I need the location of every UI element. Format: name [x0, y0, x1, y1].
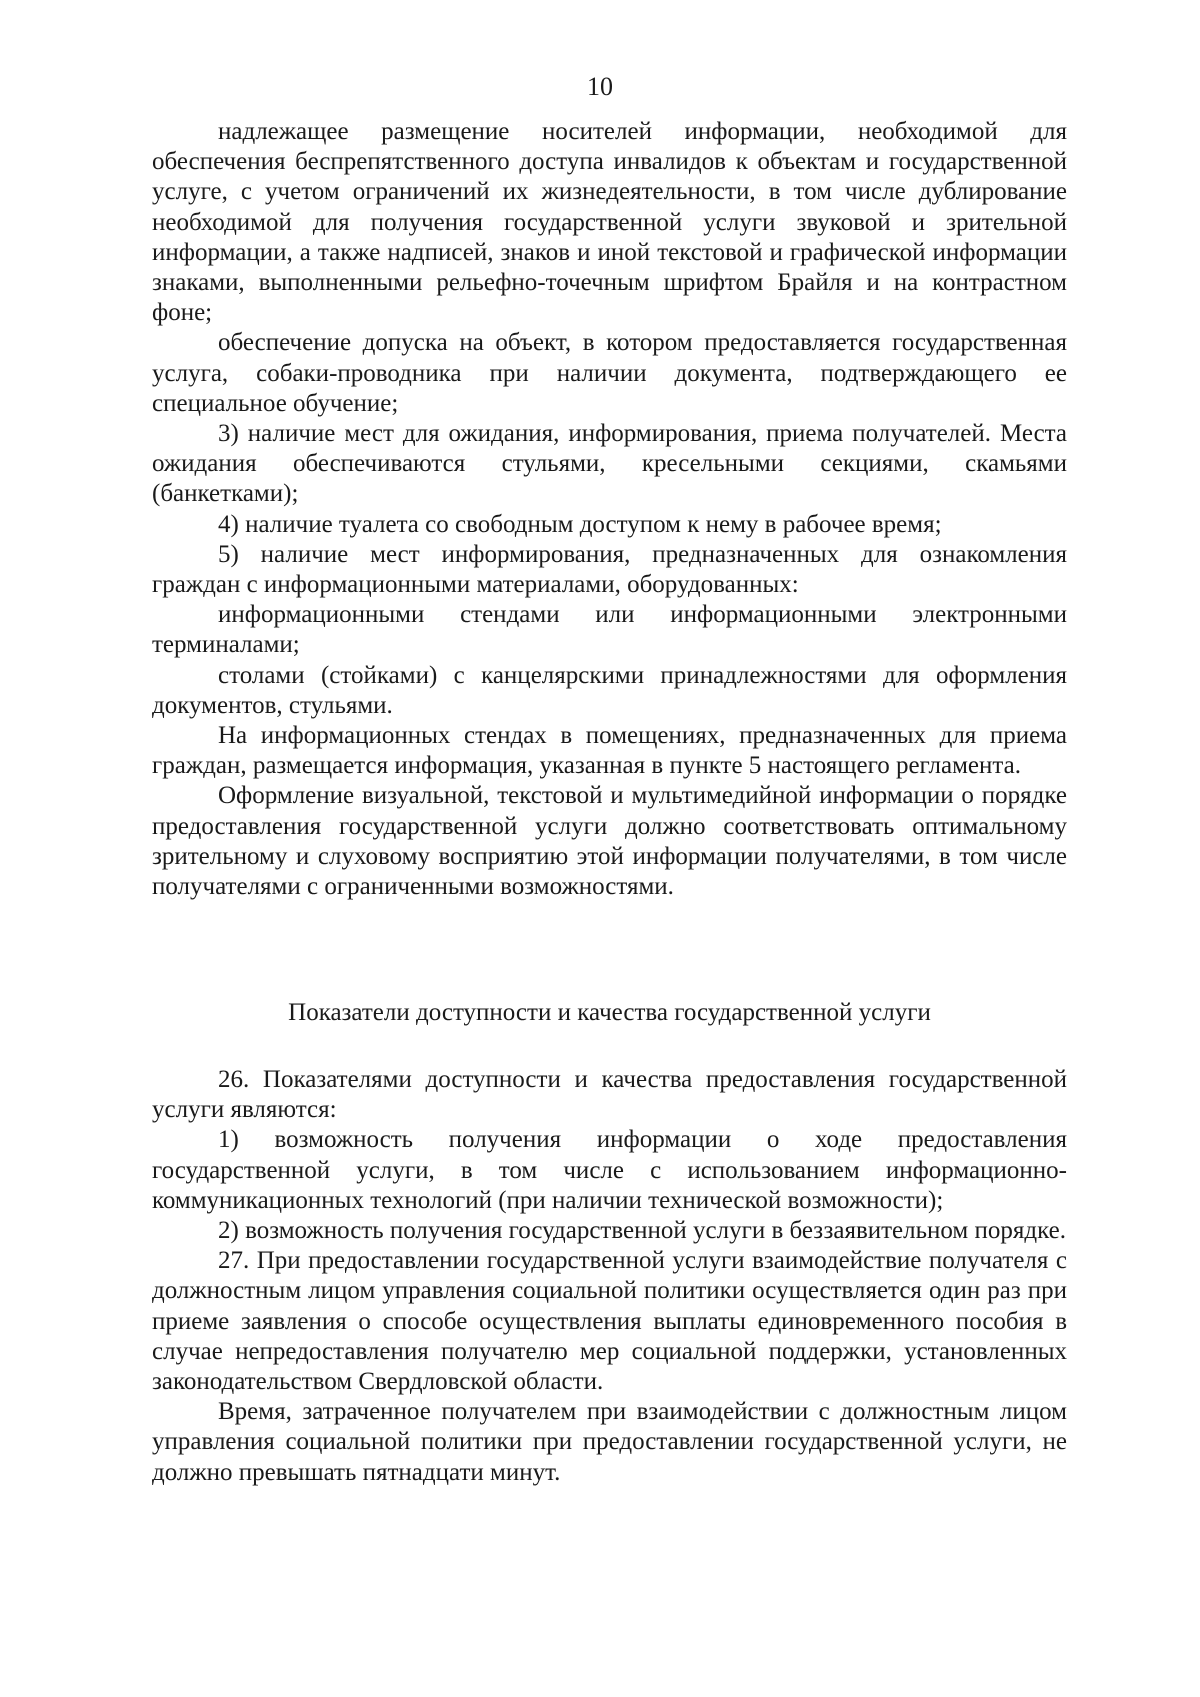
section-heading: Показатели доступности и качества государственной услуги [288, 999, 931, 1026]
paragraph: надлежащее размещение носителей информации, необходимой для обеспечения беспрепятственного доступа инвалидов к объектам и государственной услуге, с учетом ограничений их жизнедеятельности, в том числе дублирование необходимой для получения государственной услуги звуковой и зрительной информации, а также надписей, знаков и иной текстовой и графической информации знаками, выполненными рельефно-точечным шрифтом Брайля и на контрастном фоне; [152, 118, 1067, 327]
paragraph: столами (стойками) с канцелярскими принадлежностями для оформления документов, стульями. [152, 661, 1067, 719]
text-block-accessibility [152, 117, 1067, 902]
paragraph: На информационных стендах в помещениях, предназначенных для приема граждан, размещается информация, указанная в пункте 5 настоящего регламента. [152, 722, 1067, 780]
paragraph: обеспечение допуска на объект, в котором предоставляется государственная услуга, собаки-проводника при наличии документа, подтверждающего ее специальное обучение; [152, 329, 1067, 417]
page-number: 10 [587, 72, 613, 101]
paragraph: 26. Показателями доступности и качества предоставления государственной услуги являются: [152, 1066, 1067, 1124]
paragraph: Оформление визуальной, текстовой и мультимедийной информации о порядке предоставления государственной услуги должно соответствовать оптимальному зрительному и слуховому восприятию этой информации получателями, в том числе получателями с ограниченными возможностями. [152, 782, 1067, 901]
paragraph: 5) наличие мест информирования, предназначенных для ознакомления граждан с информационными материалами, оборудованных: [152, 540, 1067, 599]
paragraph: 4) наличие туалета со свободным доступом к нему в рабочее время; [218, 510, 942, 538]
paragraph: информационными стендами или информационными электронными терминалами; [152, 601, 1067, 659]
paragraph: 3) наличие мест для ожидания, информирования, приема получателей. Места ожидания обеспечиваются стульями, кресельными секциями, скамьями (банкетками); [152, 420, 1067, 508]
paragraph: 27. При предоставлении государственной услуги взаимодействие получателя с должностным лицом управления социальной политики осуществляется один раз при приеме заявления о способе осуществления выплаты единовременного пособия в случае непредоставления получателю мер социальной поддержки, установленных законодательством Свердловской области. [152, 1247, 1067, 1396]
text-block-indicators [152, 1065, 1067, 1488]
paragraph: Время, затраченное получателем при взаимодействии с должностным лицом управления социальной политики при предоставлении государственной услуги, не должно превышать пятнадцати минут. [152, 1398, 1067, 1486]
paragraph: 2) возможность получения государственной услуги в беззаявительном порядке. [218, 1217, 1066, 1245]
paragraph: 1) возможность получения информации о ходе предоставления государственной услуги, в том числе с использованием информационно-коммуникационных технологий (при наличии технической возможности); [152, 1126, 1067, 1214]
